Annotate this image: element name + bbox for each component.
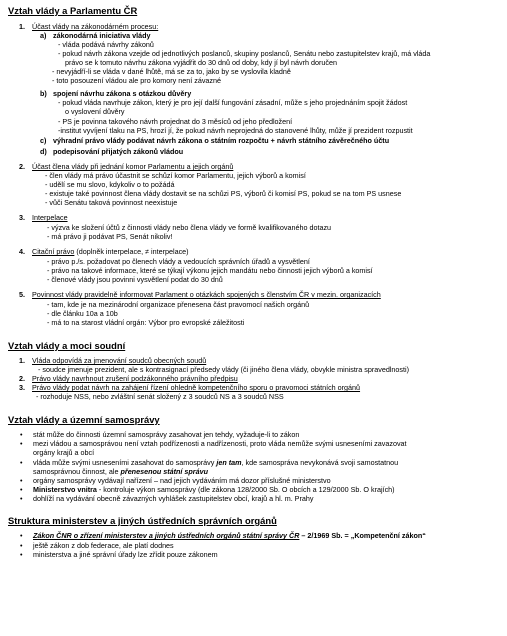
bullet-item: • ještě zákon z dob federace, ale platí dodnes (33, 542, 174, 551)
section-title-parliament: Vztah vlády a Parlamentu ČR (8, 5, 138, 16)
text-line: - vůči Senátu taková povinnost neexistuje (45, 198, 178, 207)
text-part: , kde samospráva nevykonává svoji samostatnou (241, 458, 399, 467)
text-line: - členové vlády jsou povinni vysvětlení podat do 30 dnů (47, 275, 223, 284)
text-line: - toto posouzení vládou ale pro komory není závazné (52, 76, 222, 85)
law-number: – 2/1969 Sb. = „Kompetenční zákon“ (299, 531, 426, 540)
text-part: vláda může svými usneseními zasahovat do samosprávy (33, 458, 217, 467)
text-line: -institut vyvíjení tlaku na PS, hrozí jí, že pokud návrh neprojedná do stanovené lhůty, může jí prezident rozpustit (58, 126, 413, 135)
bullet-item: • mezi vládou a samosprávou není vztah podřízenosti a nadřízenosti, proto vláda nemůže svými usneseními zavazovat (33, 440, 407, 449)
text-line: orgány krajů a obcí (33, 448, 95, 457)
text-line: - dle článku 10a a 10b (47, 309, 118, 318)
item-title: Účast člena vlády při jednání komor Parlamentu a jejich orgánů (32, 162, 234, 171)
text-line: právo se k tomuto návrhu zákona vyjádřit do 30 dnů od doby, kdy jí byl návrh doručen (65, 58, 337, 67)
text-line: - nevyjádří-li se vláda v dané lhůtě, má se za to, jako by se vyslovila kladně (52, 67, 291, 76)
item-number: 1. (19, 22, 25, 31)
sub-title: podepisování přijatých zákonů vládou (53, 147, 184, 156)
sub-letter: c) (40, 136, 47, 145)
text-line: - pokud návrh zákona vzejde od jednotlivých poslanců, skupiny poslanců, Senátu nebo zastupitelstev krajů, má vláda (58, 49, 431, 58)
item-title: Interpelace (32, 213, 68, 222)
text-line: - tam, kde je na mezinárodní organizace přenesena část pravomocí našich orgánů (47, 300, 310, 309)
text-line: - udělí se mu slovo, kdykoliv o to požádá (45, 180, 175, 189)
text-line: - právo p./s. požadovat po členech vlády a vedoucích správních úřadů a vysvětlení (47, 257, 310, 266)
bullet-item: • orgány samosprávy vydávají nařízení – nad jejich vydáváním má dozor příslušné ministerstvo (33, 477, 331, 486)
text-line: - právo na takové informace, které se týkají výkonu jejich mandátu nebo činnosti jejich výborů a komisí (47, 266, 373, 275)
text-line: o vyslovení důvěry (65, 107, 125, 116)
emphasis: Ministerstvo vnitra (33, 485, 97, 494)
item-title-underlined: Citační právo (32, 247, 75, 256)
sub-title: výhradní právo vlády podávat návrh zákona o státním rozpočtu + návrh státního závěrečného účtu (53, 136, 390, 145)
text-line: - soudce jmenuje prezident, ale s kontrasignací předsedy vlády (či jiného člena vlády, obvykle ministra spravedlnosti) (38, 365, 410, 374)
item-number: 3. (19, 383, 25, 392)
section-title-ministries: Struktura ministerstev a jiných ústředních správních orgánů (8, 515, 277, 526)
section-title-courts: Vztah vlády a moci soudní (8, 340, 126, 351)
item-number: 2. (19, 162, 25, 171)
bullet-item: • dohlíží na vydávání obecně závazných vyhlášek zastupitelstev obcí, krajů a hl. m. Prahy (33, 495, 313, 504)
bullet-item: • ministerstva a jiné správní úřady lze zřídit pouze zákonem (33, 551, 218, 560)
item-title: Právo vlády navrhnout zrušení podzákonného právního předpisu (32, 374, 238, 383)
item-number: 4. (19, 247, 25, 256)
emphasis: přenesenou státní správu (120, 467, 208, 476)
text-part: - kontroluje výkon samosprávy (dle zákona 128/2000 Sb. O obcích a 129/2000 Sb. O krajích) (96, 485, 395, 494)
item-title: Právo vlády podat návrh na zahájení řízení ohledně kompetenčního sporu o pravomoci státních orgánů (32, 383, 361, 392)
item-title (32, 248, 189, 257)
sub-title: spojení návrhu zákona s otázkou důvěry (53, 89, 192, 98)
sub-letter: a) (40, 31, 47, 40)
text-line: - rozhoduje NSS, nebo zvláštní senát složený z 3 soudců NS a 3 soudců NSS (36, 392, 284, 401)
section-title-self-government: Vztah vlády a územní samosprávy (8, 414, 160, 425)
bullet-item: • stát může do činnosti územní samosprávy zasahovat jen tehdy, vyžaduje-li to zákon (33, 431, 299, 440)
item-number: 3. (19, 213, 25, 222)
item-number: 1. (19, 356, 25, 365)
text-line: - vláda podává návrhy zákonů (58, 40, 154, 49)
item-title: Povinnost vlády pravidelně informovat Parlament o otázkách spojených s členstvím ČR v mezin. organizacích (32, 290, 381, 299)
item-number: 2. (19, 374, 25, 383)
sub-letter: b) (40, 89, 47, 98)
sub-letter: d) (40, 147, 47, 156)
item-title-rest: (doplněk interpelace, ≠ interpelace) (74, 247, 189, 256)
item-title: Vláda odpovídá za jmenování soudců obecných soudů (32, 356, 207, 365)
law-title: Zákon ČNR o zřízení ministerstev a jiných ústředních orgánů státní správy ČR (33, 531, 300, 540)
text-line: - má právo ji podávat PS, Senát nikoliv! (47, 232, 173, 241)
text-line: - existuje také povinnost člena vlády dostavit se na schůzi PS, výborů či komisí PS, pokud se na tom PS usnese (45, 189, 402, 198)
item-number: 5. (19, 290, 25, 299)
text-line: - PS je povinna takového návrh projednat do 3 měsíců od jeho předložení (58, 117, 293, 126)
text-line: - má to na starost vládní orgán: Výbor pro evropské záležitosti (47, 318, 245, 327)
text-line: - pokud vláda navrhuje zákon, který je pro její další fungování zásadní, může s jeho projednáním spojit žádost (58, 98, 408, 107)
bullet-item (33, 532, 426, 541)
text-line: - člen vlády má právo účastnit se schůzí komor Parlamentu, jejich výborů a komisí (45, 171, 306, 180)
text-part: samosprávnou činnost, ale (33, 467, 121, 476)
emphasis: jen tam (216, 458, 242, 467)
sub-title: zákonodárná iniciativa vlády (53, 31, 151, 40)
text-line: - výzva ke složení účtů z činnosti vlády nebo člena vlády ve formě kvalifikovaného dotazu (47, 223, 332, 232)
item-title: Účast vlády na zákonodárném procesu: (32, 22, 159, 31)
